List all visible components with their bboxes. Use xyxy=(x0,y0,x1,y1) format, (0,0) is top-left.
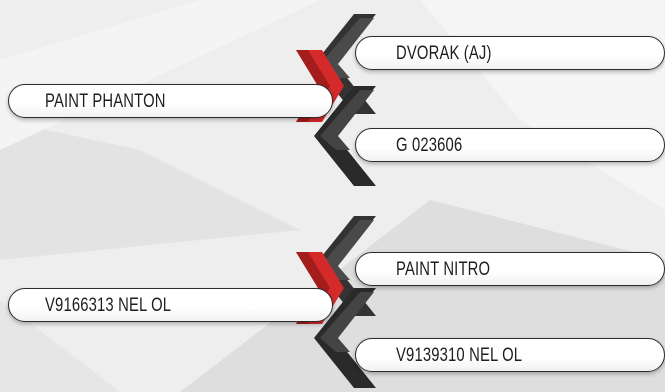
child-label-1a: DVORAK (AJ) xyxy=(396,43,492,64)
child-node-1a xyxy=(355,36,665,70)
parent-label-2: V9166313 NEL OL xyxy=(45,295,172,316)
child-node-2b xyxy=(355,338,665,372)
child-node-1b xyxy=(355,128,665,162)
child-label-2a: PAINT NITRO xyxy=(396,259,491,280)
child-label-1b: G 023606 xyxy=(396,135,463,156)
child-node-2a xyxy=(355,252,665,286)
parent-node-1 xyxy=(8,84,333,118)
parent-node-2 xyxy=(8,288,333,322)
parent-label-1: PAINT PHANTON xyxy=(45,91,166,112)
child-label-2b: V9139310 NEL OL xyxy=(396,345,523,366)
